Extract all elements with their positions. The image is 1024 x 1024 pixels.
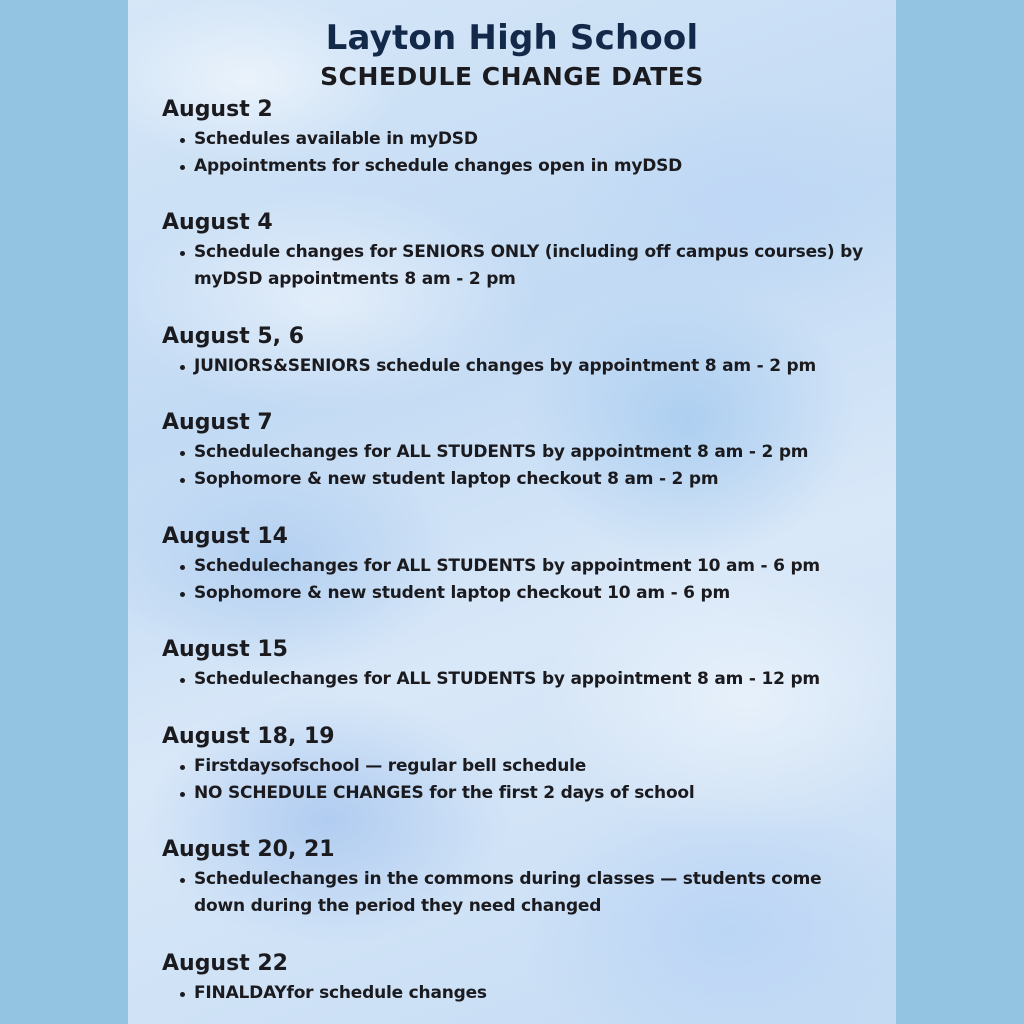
- list-item: Schedule changes for SENIORS ONLY (including off campus courses) by myDSD appointments 8 am - 2 pm: [194, 239, 872, 293]
- list-item: Sophomore & new student laptop checkout 10 am - 6 pm: [194, 580, 872, 607]
- section-august-22: [162, 950, 872, 1007]
- item-list: [162, 980, 872, 1007]
- item-list: [162, 866, 872, 920]
- section-date: August 15: [162, 637, 288, 662]
- section-date: August 2: [162, 97, 273, 122]
- item-list: [162, 753, 872, 807]
- list-item: JUNIORS&SENIORS schedule changes by appointment 8 am - 2 pm: [194, 353, 872, 380]
- list-item: Firstdaysofschool — regular bell schedule: [194, 753, 872, 780]
- section-date: August 18, 19: [162, 724, 335, 749]
- schedule-poster: [128, 0, 896, 1024]
- section-august-14: [162, 523, 872, 607]
- section-date: August 4: [162, 210, 273, 235]
- list-item: Schedulechanges for ALL STUDENTS by appointment 10 am - 6 pm: [194, 553, 872, 580]
- section-date: August 20, 21: [162, 837, 335, 862]
- section-august-15: [162, 636, 872, 693]
- section-date: August 7: [162, 410, 273, 435]
- item-list: [162, 239, 872, 293]
- item-list: [162, 553, 872, 607]
- section-date: August 22: [162, 951, 288, 976]
- page-title: Layton High School: [325, 18, 699, 58]
- list-item: Appointments for schedule changes open in myDSD: [194, 153, 872, 180]
- list-item: Sophomore & new student laptop checkout 8 am - 2 pm: [194, 466, 872, 493]
- list-item: Schedulechanges for ALL STUDENTS by appointment 8 am - 12 pm: [194, 666, 872, 693]
- item-list: [162, 126, 872, 180]
- item-list: [162, 439, 872, 493]
- list-item: Schedules available in myDSD: [194, 126, 872, 153]
- list-item: Schedulechanges in the commons during classes — students come down during the period they need changed: [194, 866, 872, 920]
- list-item: Schedulechanges for ALL STUDENTS by appointment 8 am - 2 pm: [194, 439, 872, 466]
- section-august-18-19: [162, 723, 872, 807]
- item-list: [162, 353, 872, 380]
- section-august-2: [162, 96, 872, 180]
- list-item: NO SCHEDULE CHANGES for the first 2 days of school: [194, 780, 872, 807]
- item-list: [162, 666, 872, 693]
- list-item: FINALDAYfor schedule changes: [194, 980, 872, 1007]
- section-august-7: [162, 409, 872, 493]
- section-august-4: [162, 209, 872, 293]
- section-august-5-6: [162, 323, 872, 380]
- page-subtitle: SCHEDULE CHANGE DATES: [320, 62, 704, 91]
- section-date: August 5, 6: [162, 324, 305, 349]
- section-august-20-21: [162, 836, 872, 920]
- section-date: August 14: [162, 524, 288, 549]
